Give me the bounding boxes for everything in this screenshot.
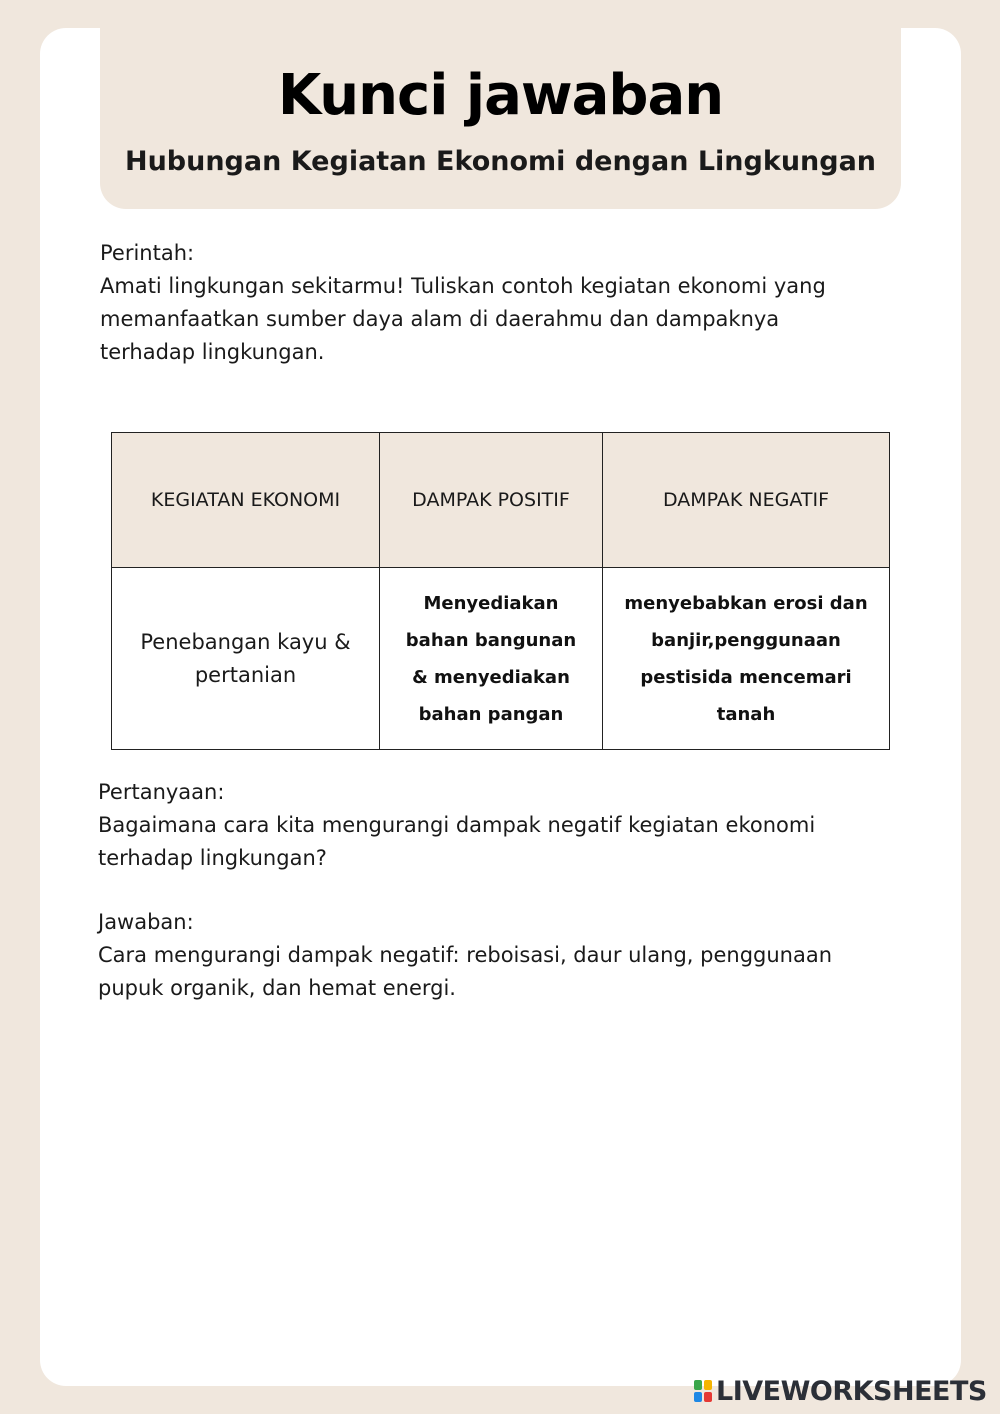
cell-dampak-negatif: menyebabkan erosi dan banjir,penggunaan pestisida mencemari tanah bbox=[603, 568, 890, 750]
cell-kegiatan: Penebangan kayu & pertanian bbox=[112, 568, 380, 750]
header-dampak-negatif: DAMPAK NEGATIF bbox=[603, 433, 890, 568]
impact-table bbox=[111, 432, 890, 750]
liveworksheets-brand bbox=[693, 1372, 987, 1410]
instruction-label: Perintah: bbox=[100, 241, 195, 265]
header-kegiatan-ekonomi: KEGIATAN EKONOMI bbox=[112, 433, 380, 568]
table-header-row bbox=[112, 433, 890, 568]
question-section bbox=[98, 776, 878, 875]
answer-text: Cara mengurangi dampak negatif: reboisasi, daur ulang, penggunaan pupuk organik, dan hemat energi. bbox=[98, 943, 833, 1000]
answer-section bbox=[98, 906, 888, 1005]
header-band bbox=[100, 0, 901, 209]
brand-name: LIVEWORKSHEETS bbox=[716, 1375, 987, 1407]
logo-square bbox=[704, 1392, 712, 1402]
cell-dampak-positif: Menyediakan bahan bangunan & menyediakan bahan pangan bbox=[380, 568, 603, 750]
question-text: Bagaimana cara kita mengurangi dampak negatif kegiatan ekonomi terhadap lingkungan? bbox=[98, 813, 816, 870]
table-row bbox=[112, 568, 890, 750]
logo-square bbox=[694, 1380, 702, 1390]
page-title: Kunci jawaban bbox=[277, 63, 724, 128]
page-subtitle: Hubungan Kegiatan Ekonomi dengan Lingkungan bbox=[124, 146, 877, 177]
instruction-section bbox=[100, 237, 880, 369]
logo-square bbox=[704, 1380, 712, 1390]
header-dampak-positif: DAMPAK POSITIF bbox=[380, 433, 603, 568]
answer-label: Jawaban: bbox=[98, 910, 194, 934]
question-label: Pertanyaan: bbox=[98, 780, 225, 804]
liveworksheets-logo-icon bbox=[693, 1379, 713, 1403]
logo-square bbox=[694, 1392, 702, 1402]
instruction-text: Amati lingkungan sekitarmu! Tuliskan contoh kegiatan ekonomi yang memanfaatkan sumber daya alam di daerahmu dan dampaknya terhadap lingkungan. bbox=[100, 274, 826, 364]
